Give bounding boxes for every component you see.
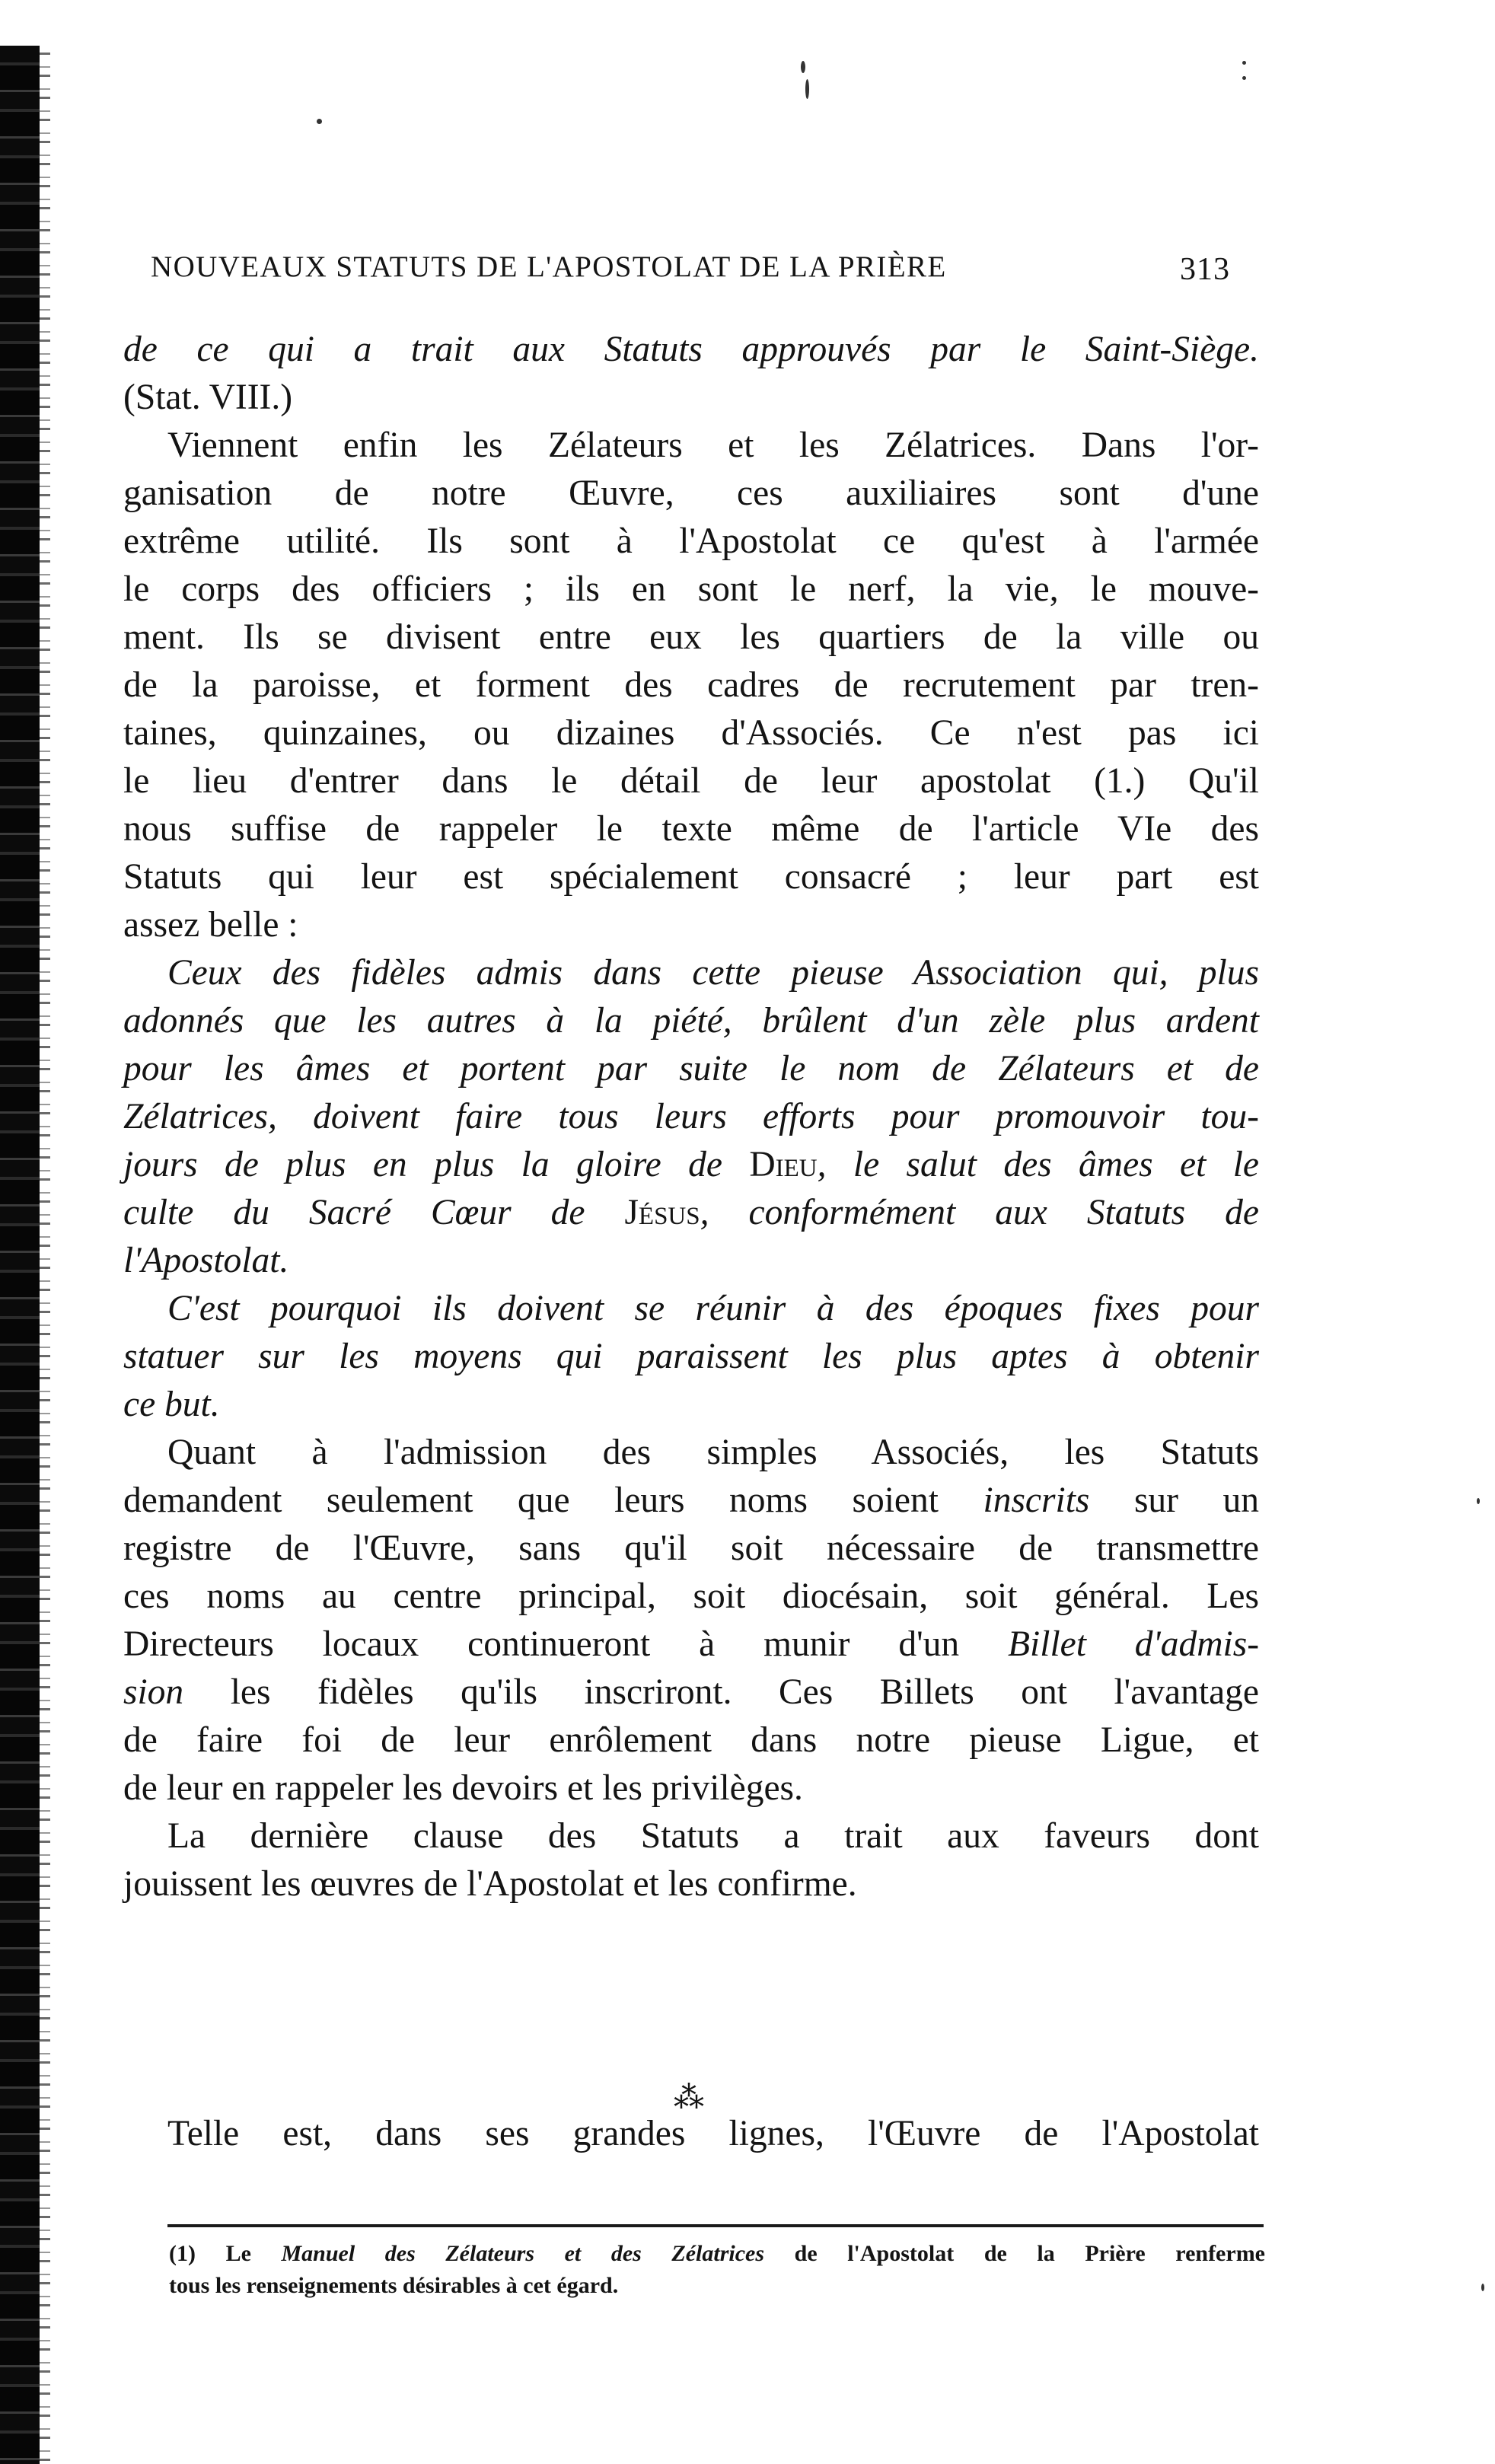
scan-speck: [317, 119, 322, 124]
text-line: [123, 1621, 1259, 1669]
book-spine-edge: [0, 46, 44, 2464]
footnote-rule: [167, 2224, 1264, 2227]
quote-fragment: jours de plus en plus la gloire de: [123, 1145, 722, 1184]
quote-line: l'Apostolat.: [123, 1241, 289, 1280]
text-line: Viennent enfin les Zélateurs et les Zélatrices. Dans l'or-: [167, 426, 1259, 465]
quote-line: pour les âmes et portent par suite le nom de Zélateurs et de: [123, 1049, 1259, 1089]
quote-fragment-dieu: Dieu: [749, 1145, 818, 1184]
text-line: [123, 1477, 1259, 1525]
text-line: Quant à l'admission des simples Associés, les Statuts: [167, 1433, 1259, 1472]
text-line: nous suffise de rappeler le texte même de l'article VIe des: [123, 809, 1259, 849]
text-line: registre de l'Œuvre, sans qu'il soit nécessaire de transmettre: [123, 1528, 1259, 1568]
quote-line: statuer sur les moyens qui paraissent les plus aptes à obtenir: [123, 1337, 1259, 1376]
quote-line: ce but.: [123, 1385, 220, 1424]
footnote-line: [169, 2238, 1265, 2270]
text-line: de leur en rappeler les devoirs et les privilèges.: [123, 1768, 803, 1808]
scan-speck: [805, 79, 809, 99]
text-line: ganisation de notre Œuvre, ces auxiliaires sont d'une: [123, 473, 1259, 513]
footnote-fragment: de l'Apostolat de la Prière renferme: [794, 2241, 1265, 2266]
scan-speck: [1477, 1498, 1480, 1504]
text-line: Statuts qui leur est spécialement consacré ; leur part est: [123, 857, 1259, 897]
scan-speck: [801, 61, 805, 73]
text-fragment: Directeurs locaux continueront à munir d'un: [123, 1624, 960, 1664]
text-line: de ce qui a trait aux Statuts approuvés par le Saint-Siège.: [123, 330, 1259, 369]
asterism-separator: ⁂: [674, 2080, 704, 2115]
book-spine-edge-fade: [40, 46, 50, 2464]
footnote-fragment: (1) Le: [169, 2241, 251, 2266]
text-fragment: les fidèles qu'ils inscriront. Ces Billets ont l'avantage: [230, 1672, 1259, 1712]
quote-fragment-jesus: Jésus: [624, 1193, 700, 1232]
text-line: jouissent les œuvres de l'Apostolat et les confirme.: [123, 1864, 857, 1904]
text-line: La dernière clause des Statuts a trait aux faveurs dont: [167, 1816, 1259, 1856]
quote-line: C'est pourquoi ils doivent se réunir à des époques fixes pour: [167, 1289, 1259, 1328]
text-fragment-italic: inscrits: [983, 1481, 1090, 1520]
quote-fragment: , le salut des âmes et le: [817, 1145, 1259, 1184]
text-line: de la paroisse, et forment des cadres de recrutement par tren-: [123, 665, 1259, 705]
quote-fragment: , conformément aux Statuts de: [700, 1193, 1259, 1232]
footnote: [169, 2238, 1265, 2302]
footnote-line: tous les renseignements désirables à cet égard.: [169, 2273, 619, 2298]
text-fragment: sur un: [1133, 1481, 1260, 1520]
text-line: (Stat. VIII.): [123, 378, 293, 417]
text-line: [123, 1669, 1259, 1717]
text-line: assez belle :: [123, 905, 298, 945]
quote-line: adonnés que les autres à la piété, brûlent d'un zèle plus ardent: [123, 1001, 1259, 1041]
text-line: extrême utilité. Ils sont à l'Apostolat ce qu'est à l'armée: [123, 521, 1259, 561]
body-text: [123, 326, 1259, 1908]
text-line: ment. Ils se divisent entre eux les quartiers de la ville ou: [123, 617, 1259, 657]
text-line: le corps des officiers ; ils en sont le nerf, la vie, le mouve-: [123, 569, 1259, 609]
text-line: de faire foi de leur enrôlement dans notre pieuse Ligue, et: [123, 1720, 1259, 1760]
text-line: Telle est, dans ses grandes lignes, l'Œuvre de l'Apostolat: [167, 2114, 1259, 2153]
text-fragment-italic: Billet d'admis-: [1008, 1624, 1260, 1664]
scan-speck: [1242, 61, 1246, 65]
running-header: [151, 250, 1254, 287]
quote-fragment: culte du Sacré Cœur de: [123, 1193, 585, 1232]
quote-line: Zélatrices, doivent faire tous leurs efforts pour promouvoir tou-: [123, 1097, 1259, 1136]
quote-line: [123, 1141, 1259, 1189]
text-line: taines, quinzaines, ou dizaines d'Associés. Ce n'est pas ici: [123, 713, 1259, 753]
text-line: le lieu d'entrer dans le détail de leur apostolat (1.) Qu'il: [123, 761, 1259, 801]
text-fragment-italic: sion: [123, 1672, 184, 1712]
running-head-title: NOUVEAUX STATUTS DE L'APOSTOLAT DE LA PRIÈRE: [151, 250, 947, 283]
quote-line: [123, 1189, 1259, 1237]
closing-text: [123, 2110, 1259, 2158]
page-number: 313: [1180, 252, 1230, 287]
scan-speck: [1481, 2284, 1484, 2291]
scan-speck: [1242, 76, 1246, 80]
text-fragment: demandent seulement que leurs noms soient: [123, 1481, 939, 1520]
text-line: ces noms au centre principal, soit diocésain, soit général. Les: [123, 1576, 1259, 1616]
footnote-fragment-italic: Manuel des Zélateurs et des Zélatrices: [281, 2241, 765, 2266]
quote-line: Ceux des fidèles admis dans cette pieuse Association qui, plus: [167, 953, 1259, 993]
